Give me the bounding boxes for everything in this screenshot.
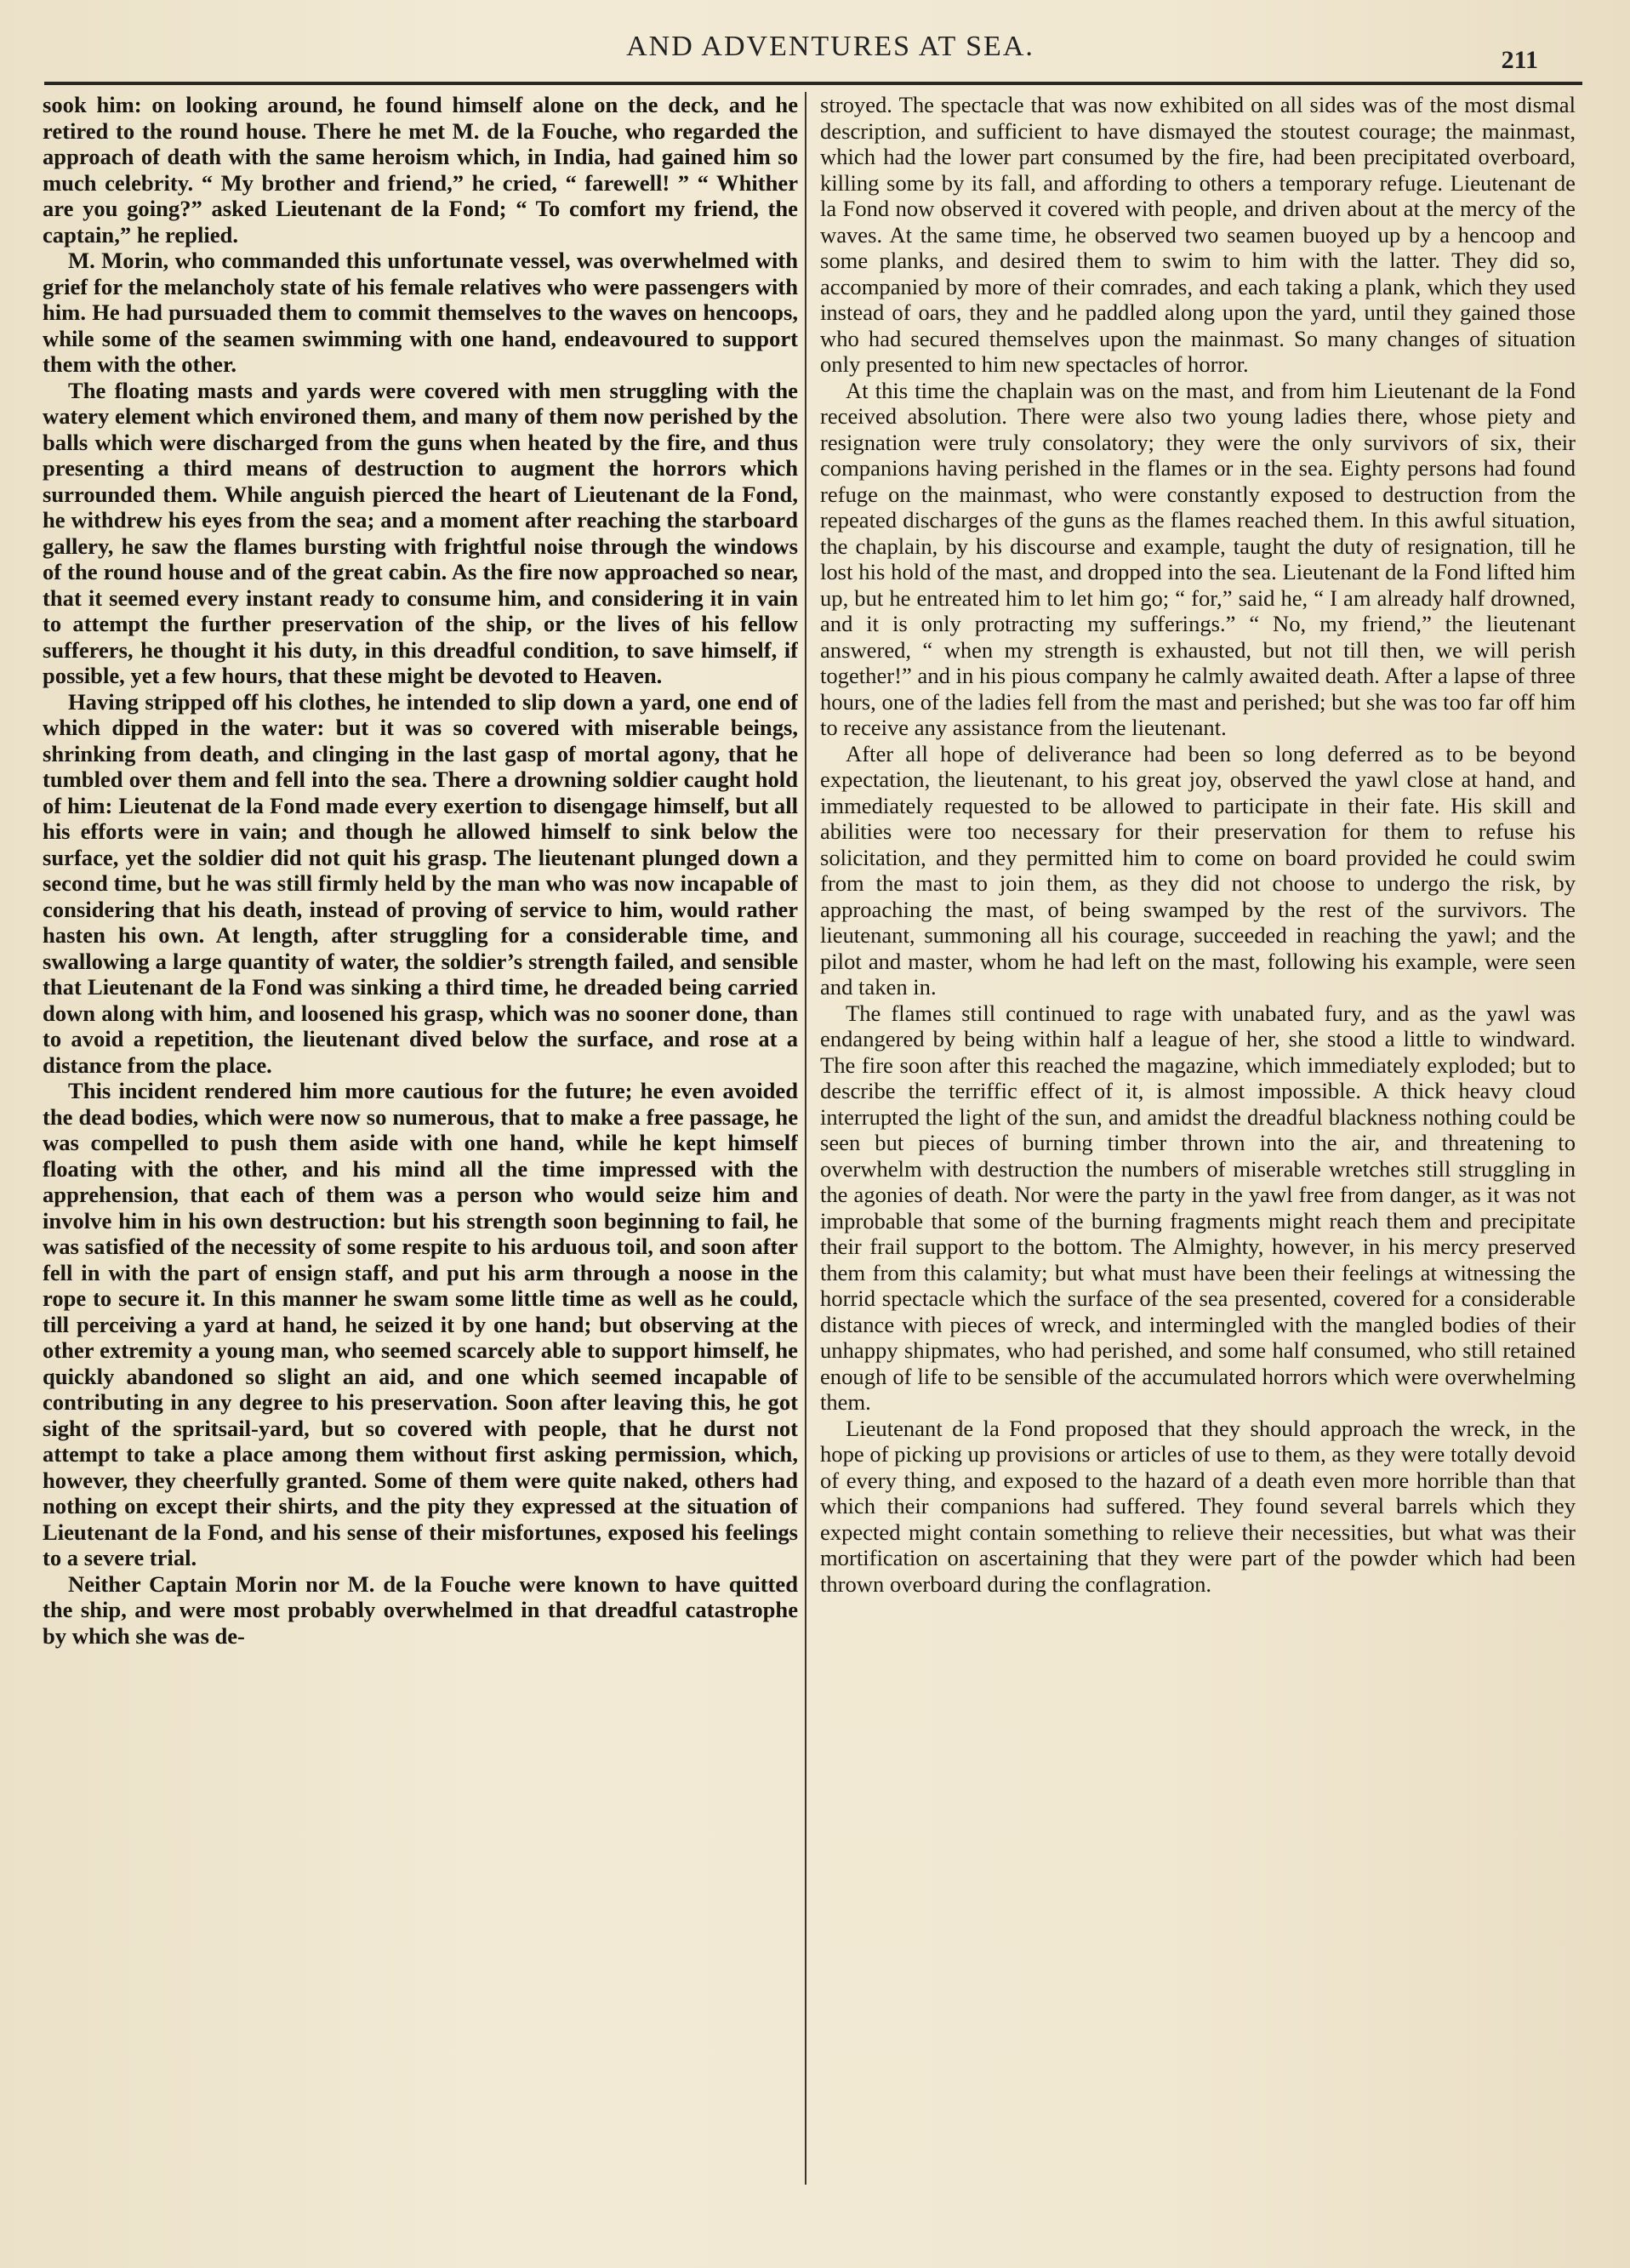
left-column	[43, 92, 798, 2193]
page-number: 211	[1501, 46, 1538, 74]
paragraph: stroyed. The spectacle that was now exhibited on all sides was of the most dismal description, and sufficient to have dismayed the stoutest courage; the mainmast, which had the lower part consumed by the fire, had been precipitated overboard, killing some by its fall, and affording to others a temporary refuge. Lieutenant de la Fond now observed it covered with people, and driven about at the mercy of the waves. At the same time, he observed two seamen buoyed up by a hencoop and some planks, and desired them to swim to him with the latter. They did so, accompanied by more of their comrades, and each taking a plank, which they used instead of oars, they and he paddled along upon the yard, until they gained those who had secured themselves upon the mainmast. So many changes of situation only presented to him new spectacles of horror.	[820, 92, 1576, 377]
paragraph: M. Morin, who commanded this unfortunate vessel, was overwhelmed with grief for the melancholy state of his female relatives who were passengers with him. He had pursuaded them to commit themselves to the waves on hencoops, while some of the seamen swimming with one hand, endeavoured to support them with the other.	[43, 248, 798, 377]
paragraph: sook him: on looking around, he found himself alone on the deck, and he retired to the round house. There he met M. de la Fouche, who regarded the approach of death with the same heroism which, in India, had gained him so much celebrity. “ My brother and friend,” he cried, “ farewell! ” “ Whither are you going?” asked Lieutenant de la Fond; “ To comfort my friend, the captain,” he replied.	[43, 92, 798, 248]
running-title: AND ADVENTURES AT SEA.	[626, 31, 1034, 62]
paragraph: The floating masts and yards were covered with men struggling with the watery element which environed them, and many of them now perished by the balls which were discharged from the guns when heated by the fire, and thus presenting a third means of destruction to augment the horrors which surrounded them. While anguish pierced the heart of Lieutenant de la Fond, he withdrew his eyes from the sea; and a moment after reaching the starboard gallery, he saw the flames bursting with frightful noise through the windows of the round house and of the great cabin. As the fire now approached so near, that it seemed every instant ready to consume him, and considering it in vain to attempt the further preservation of the ship, or the lives of his fellow sufferers, he thought it his duty, in this dreadful condition, to save himself, if possible, yet a few hours, that these might be devoted to Heaven.	[43, 377, 798, 688]
paragraph: Having stripped off his clothes, he intended to slip down a yard, one end of which dipped in the water: but it was so covered with miserable beings, shrinking from death, and clinging in the last gasp of mortal agony, that he tumbled over them and fell into the sea. There a drowning soldier caught hold of him: Lieutenat de la Fond made every exertion to disengage himself, but all his efforts were in vain; and though he allowed himself to sink below the surface, yet the soldier did not quit his grasp. The lieutenant plunged down a second time, but he was still firmly held by the man who was now incapable of considering that his death, instead of proving of service to him, would rather hasten his own. At length, after struggling for a considerable time, and swallowing a large quantity of water, the soldier’s strength failed, and sensible that Lieutenant de la Fond was sinking a third time, he dreaded being carried down along with him, and loosened his grasp, which was no sooner done, than to avoid a repetition, the lieutenant dived below the surface, and rose at a distance from the place.	[43, 688, 798, 1078]
paragraph: This incident rendered him more cautious for the future; he even avoided the dead bodies, which were now so numerous, that to make a free passage, he was compelled to push them aside with one hand, while he kept himself floating with the other, and his mind all the time impressed with the apprehension, that each of them was a person who would seize him and involve him in his own destruction: but his strength soon beginning to fail, he was satisfied of the necessity of some respite to his arduous toil, and soon after fell in with the part of ensign staff, and put his arm through a noose in the rope to secure it. In this manner he swam some little time as well as he could, till perceiving a yard at hand, he seized it by one hand; but observing at the other extremity a young man, who seemed scarcely able to support himself, he quickly abandoned so slight an aid, and one which seemed incapable of contributing in any degree to his preservation. Soon after leaving this, he got sight of the spritsail-yard, but so covered with people, that he durst not attempt to take a place among them without first asking permission, which, however, they cheerfully granted. Some of them were quite naked, others had nothing on except their shirts, and the pity they expressed at the situation of Lieutenant de la Fond, and his sense of their misfortunes, exposed his feelings to a severe trial.	[43, 1078, 798, 1570]
paragraph: Lieutenant de la Fond proposed that they should approach the wreck, in the hope of picking up provisions or articles of use to them, as they were totally devoid of every thing, and exposed to the hazard of a death even more horrible than that which their companions had suffered. They found several barrels which they expected might contain something to relieve their necessities, but what was their mortification on ascertaining that they were part of the powder which had been thrown overboard during the conflagration.	[820, 1415, 1576, 1597]
paragraph: At this time the chaplain was on the mast, and from him Lieutenant de la Fond received absolution. There were also two young ladies there, whose piety and resignation were truly consolatory; they were the only survivors of six, their companions having perished in the flames or in the sea. Eighty persons had found refuge on the mainmast, who were constantly exposed to destruction from the repeated discharges of the guns as the flames reached them. In this awful situation, the chaplain, by his discourse and example, taught the duty of resignation, till he lost his hold of the mast, and dropped into the sea. Lieutenant de la Fond lifted him up, but he entreated him to let him go; “ for,” said he, “ I am already half drowned, and it is only protracting my sufferings.” “ No, my friend,” the lieutenant answered, “ when my strength is exhausted, but not till then, we will perish together!” and in his pious company he calmly awaited death. After a lapse of three hours, one of the ladies fell from the mast and perished; but she was too far off him to receive any assistance from the lieutenant.	[820, 377, 1576, 740]
right-column	[820, 92, 1576, 2193]
column-divider	[805, 92, 806, 2185]
paragraph: After all hope of deliverance had been so long deferred as to be beyond expectation, the lieutenant, to his great joy, observed the yawl close at hand, and immediately requested to be allowed to participate in their fate. His skill and abilities were too necessary for their preservation for them to refuse his solicitation, and they permitted him to come on board provided he could swim from the mast to join them, as they did not choose to undergo the risk, by approaching the mast, of being swamped by the rest of the survivors. The lieutenant, summoning all his courage, succeeded in reaching the yawl; and the pilot and master, whom he had left on the mast, following his example, were seen and taken in.	[820, 740, 1576, 1000]
header-rule	[44, 82, 1582, 85]
paragraph: The flames still continued to rage with unabated fury, and as the yawl was endangered by being within half a league of her, she stood a little to windward. The fire soon after this reached the magazine, which immediately exploded; but to describe the terriffic effect of it, is almost impossible. A thick heavy cloud interrupted the light of the sun, and amidst the dreadful blackness nothing could be seen but pieces of burning timber thrown into the air, and threatening to overwhelm with destruction the numbers of miserable wretches still struggling in the agonies of death. Nor were the party in the yawl free from danger, as it was not improbable that some of the burning fragments might reach them and precipitate their frail support to the bottom. The Almighty, however, in his mercy preserved them from this calamity; but what must have been their feelings at witnessing the horrid spectacle which the surface of the sea presented, covered for a considerable distance with pieces of wreck, and intermingled with the mangled bodies of their unhappy shipmates, who had perished, and some half consumed, who still retained enough of life to be sensible of the accumulated horrors which were overwhelming them.	[820, 1000, 1576, 1415]
running-head	[0, 31, 1630, 73]
paragraph: Neither Captain Morin nor M. de la Fouche were known to have quitted the ship, and were most probably overwhelmed in that dreadful catastrophe by which she was de-	[43, 1570, 798, 1649]
